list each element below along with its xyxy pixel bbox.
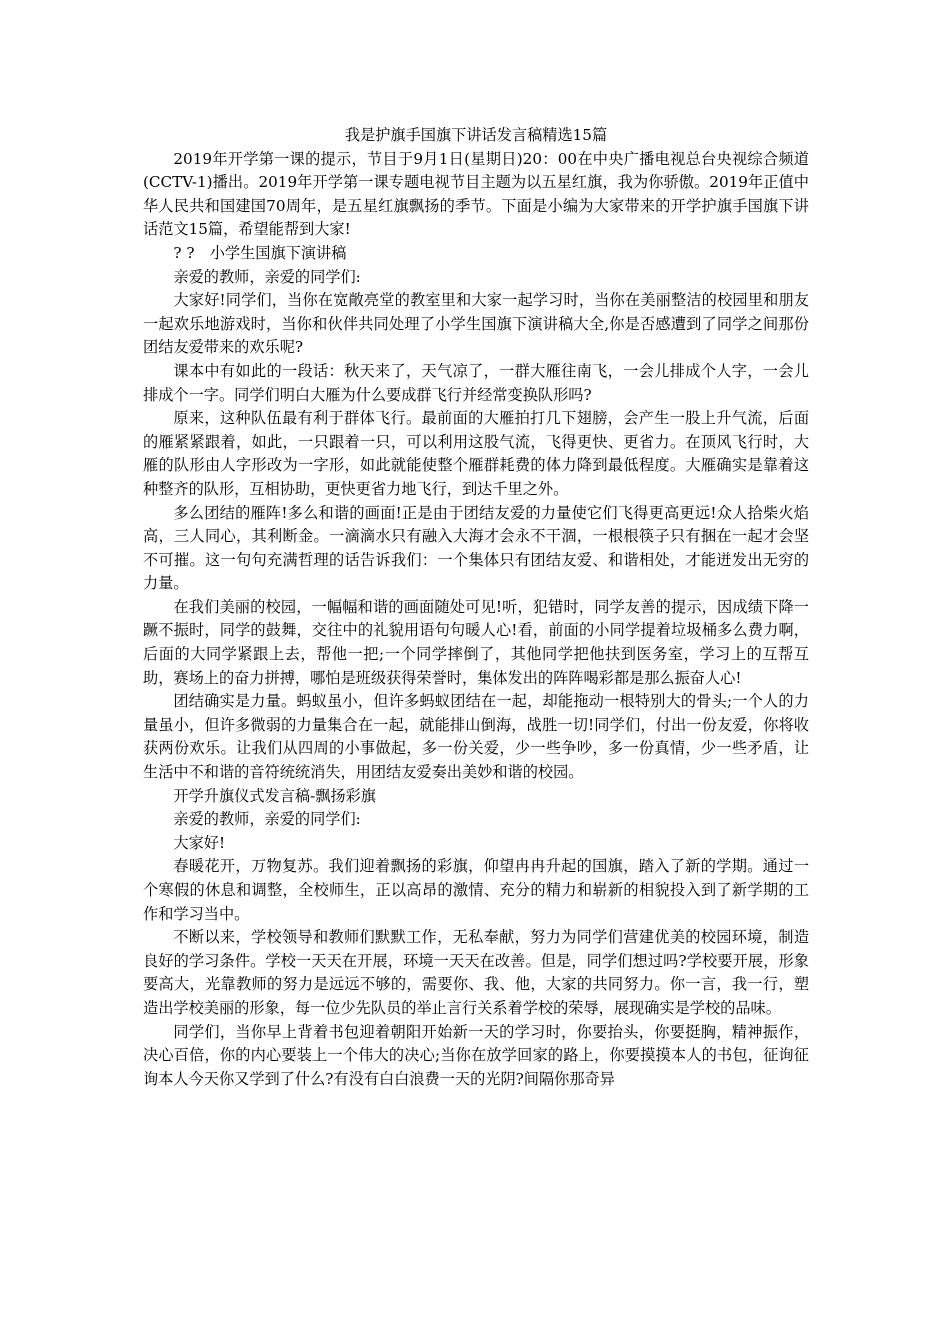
- document-title: 我是护旗手国旗下讲话发言稿精选15篇: [344, 126, 608, 144]
- paragraph: 原来，这种队伍最有利于群体飞行。最前面的大雁拍打几下翅膀，会产生一股上升气流，后面的雁紧紧跟着，如此，一只跟着一只，可以利用这股气流，飞得更快、更省力。在顶风飞行时，大雁的队形由人字形改为一字形，如此就能使整个雁群耗费的体力降到最低程度。大雁确实是靠着这种整齐的队形，互相协助，更快更省力地飞行，到达千里之外。: [143, 409, 809, 498]
- paragraph: 在我们美丽的校园，一幅幅和谐的画面随处可见!听，犯错时，同学友善的提示，因成绩下降一蹶不振时，同学的鼓舞，交往中的礼貌用语句句暖人心!看，前面的小同学提着垃圾桶多么费力啊，后面的大同学紧跟上去，帮他一把;一个同学摔倒了，其他同学把他扶到医务室，学习上的互帮互助，赛场上的奋力拼搏，哪怕是班级获得荣誉时，集体发出的阵阵喝彩都是那么振奋人心!: [143, 597, 809, 687]
- paragraph: 不断以来，学校领导和教师们默默工作，无私奉献，努力为同学们营建优美的校园环境，制造良好的学习条件。学校一天天在开展，环境一天天在改善。但是，同学们想过吗?学校要开展，形象要高大，光靠教师的努力是远远不够的，需要你、我、他，大家的共同努力。你一言，我一行，塑造出学校美丽的形象，每一位少先队员的举止言行关系着学校的荣辱，展现确实是学校的品味。: [143, 928, 809, 1017]
- section-heading: ? ? 小学生国旗下演讲稿: [173, 243, 347, 262]
- paragraph: 春暖花开，万物复苏。我们迎着飘扬的彩旗，仰望冉冉升起的国旗，踏入了新的学期。通过一个寒假的休息和调整，全校师生，正以高昂的激情、充分的精力和崭新的相貌投入到了新学期的工作和学习当中。: [143, 857, 809, 923]
- paragraph-greeting: 亲爱的教师，亲爱的同学们:: [173, 810, 361, 829]
- document-page: [143, 124, 809, 1091]
- paragraph: 同学们，当你早上背着书包迎着朝阳开始新一天的学习时，你要抬头，你要挺胸，精神振作，决心百倍，你的内心要装上一个伟大的决心;当你在放学回家的路上，你要摸摸本人的书包，征询征询本人今天你又学到了什么?有没有白白浪费一天的光阴?间隔你那奇异: [143, 1022, 809, 1088]
- paragraph: 大家好!同学们，当你在宽敞亮堂的教室里和大家一起学习时，当你在美丽整洁的校园里和朋友一起欢乐地游戏时，当你和伙伴共同处理了小学生国旗下演讲稿大全,你是否感遭到了同学之间那份团结友爱带来的欢乐呢?: [143, 291, 809, 357]
- paragraph-intro: 2019年开学第一课的提示，节目于9月1日(星期日)20：00在中央广播电视总台央视综合频道(CCTV-1)播出。2019年开学第一课专题电视节目主题为以五星红旗，我为你骄傲。2019年正值中华人民共和国建国70周年，是五星红旗飘扬的季节。下面是小编为大家带来的开学护旗手国旗下讲话范文15篇，希望能帮到大家!: [143, 149, 809, 239]
- paragraph: 课本中有如此的一段话：秋天来了，天气凉了，一群大雁往南飞，一会儿排成个人字，一会儿排成个一字。同学们明白大雁为什么要成群飞行并经常变换队形吗?: [143, 361, 809, 404]
- paragraph: 团结确实是力量。蚂蚁虽小，但许多蚂蚁团结在一起，却能拖动一根特别大的骨头;一个人的力量虽小，但许多微弱的力量集合在一起，就能排山倒海，战胜一切!同学们，付出一份友爱，你将收获两份欢乐。让我们从四周的小事做起，多一份关爱，少一些争吵，多一份真情，少一些矛盾，让生活中不和谐的音符统统消失，用团结友爱奏出美妙和谐的校园。: [143, 692, 809, 782]
- paragraph: 多么团结的雁阵!多么和谐的画面!正是由于团结友爱的力量使它们飞得更高更远!众人拾柴火焰高，三人同心，其利断金。一滴滴水只有融入大海才会永不干涸，一根根筷子只有捆在一起才会坚不可摧。这一句句充满哲理的话告诉我们：一个集体只有团结友爱、和谐相处，才能迸发出无穷的力量。: [143, 503, 809, 593]
- section-heading: 开学升旗仪式发言稿-飘扬彩旗: [173, 786, 376, 805]
- paragraph-greeting: 大家好!: [173, 833, 226, 852]
- paragraph-greeting: 亲爱的教师，亲爱的同学们:: [173, 267, 361, 286]
